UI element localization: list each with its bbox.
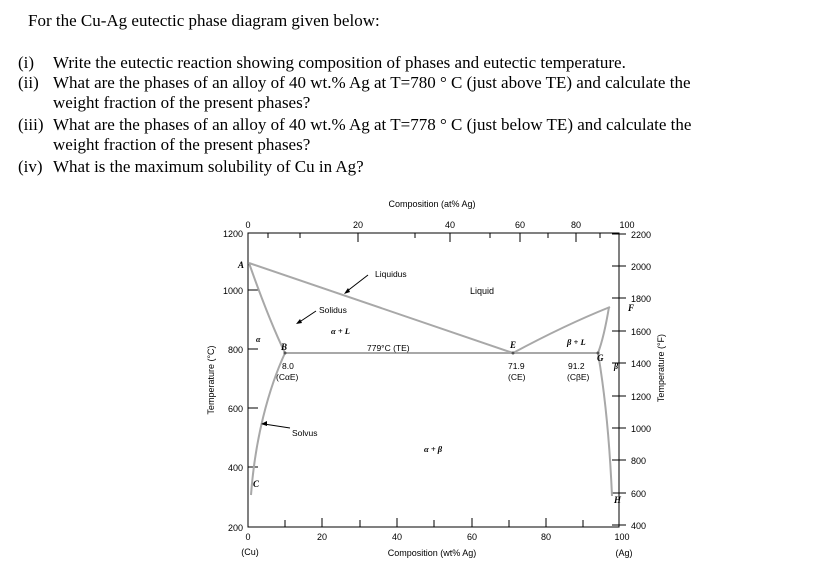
- left-axis-title: Temperature (°C): [206, 345, 216, 415]
- left-tick-label: 200: [227, 523, 243, 533]
- point-a-label: A: [238, 260, 245, 270]
- bottom-axis-ticks: [285, 518, 583, 527]
- point-f-label: F: [628, 303, 635, 313]
- cu-end-label: (Cu): [241, 547, 259, 557]
- question-text-cont: weight fraction of the present phases?: [53, 93, 311, 112]
- right-tick-label: 2000: [631, 262, 652, 272]
- top-axis-ticks: [248, 233, 600, 242]
- right-axis-title: Temperature (°F): [656, 333, 666, 403]
- left-tick-label: 800: [227, 345, 243, 355]
- solidus-label: Solidus: [319, 305, 347, 315]
- bottom-tick-label: 40: [391, 532, 403, 542]
- point-h-label: H: [614, 495, 622, 505]
- question-text: What are the phases of an alloy of 40 wt.% Ag at T=780 ° C (just above TE) and calculate the: [53, 73, 691, 92]
- right-tick-label: 400: [631, 521, 647, 531]
- beta-l-label: β + L: [567, 337, 586, 347]
- point-b-label: B: [281, 342, 288, 352]
- bottom-tick-label: 60: [466, 532, 478, 542]
- top-tick-label: 20: [352, 220, 364, 230]
- beta-e-composition: 91.2: [568, 361, 585, 371]
- bottom-tick-label: 80: [540, 532, 552, 542]
- phase-boundaries: [249, 263, 612, 496]
- solidus-arrowhead: [296, 319, 302, 324]
- solvus-label: Solvus: [292, 428, 318, 438]
- bottom-tick-label: 0: [245, 532, 251, 542]
- liquid-label: Liquid: [470, 286, 495, 296]
- liquidus-arrow: [346, 275, 368, 292]
- question-text: What are the phases of an alloy of 40 wt.% Ag at T=778 ° C (just below TE) and calculate the: [53, 115, 692, 134]
- right-tick-label: 1200: [631, 392, 652, 402]
- beta-phase-label: β: [614, 362, 619, 371]
- solvus-arrow: [264, 424, 290, 428]
- right-tick-label: 1400: [631, 359, 652, 369]
- question-number: (ii): [18, 73, 39, 92]
- right-tick-label: 1000: [631, 424, 652, 434]
- alpha-e-composition: 8.0: [282, 361, 294, 371]
- question-text-cont: weight fraction of the present phases?: [53, 135, 311, 154]
- solidus-left-line: [249, 263, 288, 353]
- bottom-tick-label: 100: [614, 532, 630, 542]
- liquid-e-symbol: (CE): [508, 372, 526, 382]
- top-tick-label: 80: [570, 220, 582, 230]
- alpha-e-symbol: (CαE): [276, 372, 299, 382]
- liquidus-arrowhead: [344, 288, 350, 294]
- point-g-label: G: [597, 353, 604, 363]
- right-tick-label: 1800: [631, 294, 652, 304]
- beta-e-symbol: (CβE): [567, 372, 590, 382]
- top-tick-label: 100: [619, 220, 635, 230]
- question-number: (i): [18, 53, 35, 72]
- right-tick-label: 1600: [631, 327, 652, 337]
- right-tick-label: 2200: [631, 230, 652, 240]
- plot-frame: [248, 233, 619, 527]
- solidus-right-line: [598, 307, 609, 353]
- left-tick-label: 1200: [222, 229, 243, 239]
- top-axis-title: Composition (at% Ag): [388, 199, 476, 209]
- top-tick-label: 40: [444, 220, 456, 230]
- question-text: What is the maximum solubility of Cu in Ag?: [53, 157, 364, 176]
- intro-text: For the Cu-Ag eutectic phase diagram given below:: [28, 11, 380, 30]
- liquid-e-composition: 71.9: [508, 361, 525, 371]
- question-text: Write the eutectic reaction showing composition of phases and eutectic temperature.: [53, 53, 626, 72]
- point-e-label: E: [510, 340, 517, 350]
- bottom-axis-title: Composition (wt% Ag): [387, 548, 477, 558]
- alpha-beta-label: α + β: [424, 444, 443, 454]
- left-tick-label: 400: [227, 463, 243, 473]
- right-tick-label: 600: [631, 489, 647, 499]
- point-c-label: C: [253, 479, 260, 489]
- left-tick-label: 600: [227, 404, 243, 414]
- ag-end-label: (Ag): [615, 548, 633, 558]
- right-tick-label: 800: [631, 456, 647, 466]
- top-tick-label: 0: [245, 220, 251, 230]
- left-tick-label: 1000: [222, 286, 243, 296]
- top-tick-label: 60: [514, 220, 526, 230]
- alpha-phase-label: α: [256, 335, 261, 344]
- solvus-right-line: [598, 353, 612, 496]
- question-number: (iv): [18, 157, 43, 176]
- bottom-tick-label: 20: [316, 532, 328, 542]
- alpha-l-label: α + L: [331, 326, 350, 336]
- liquidus-label: Liquidus: [375, 269, 407, 279]
- eutectic-temperature-label: 779°C (TE): [367, 343, 410, 353]
- question-number: (iii): [18, 115, 44, 134]
- liquidus-right-line: [513, 307, 610, 353]
